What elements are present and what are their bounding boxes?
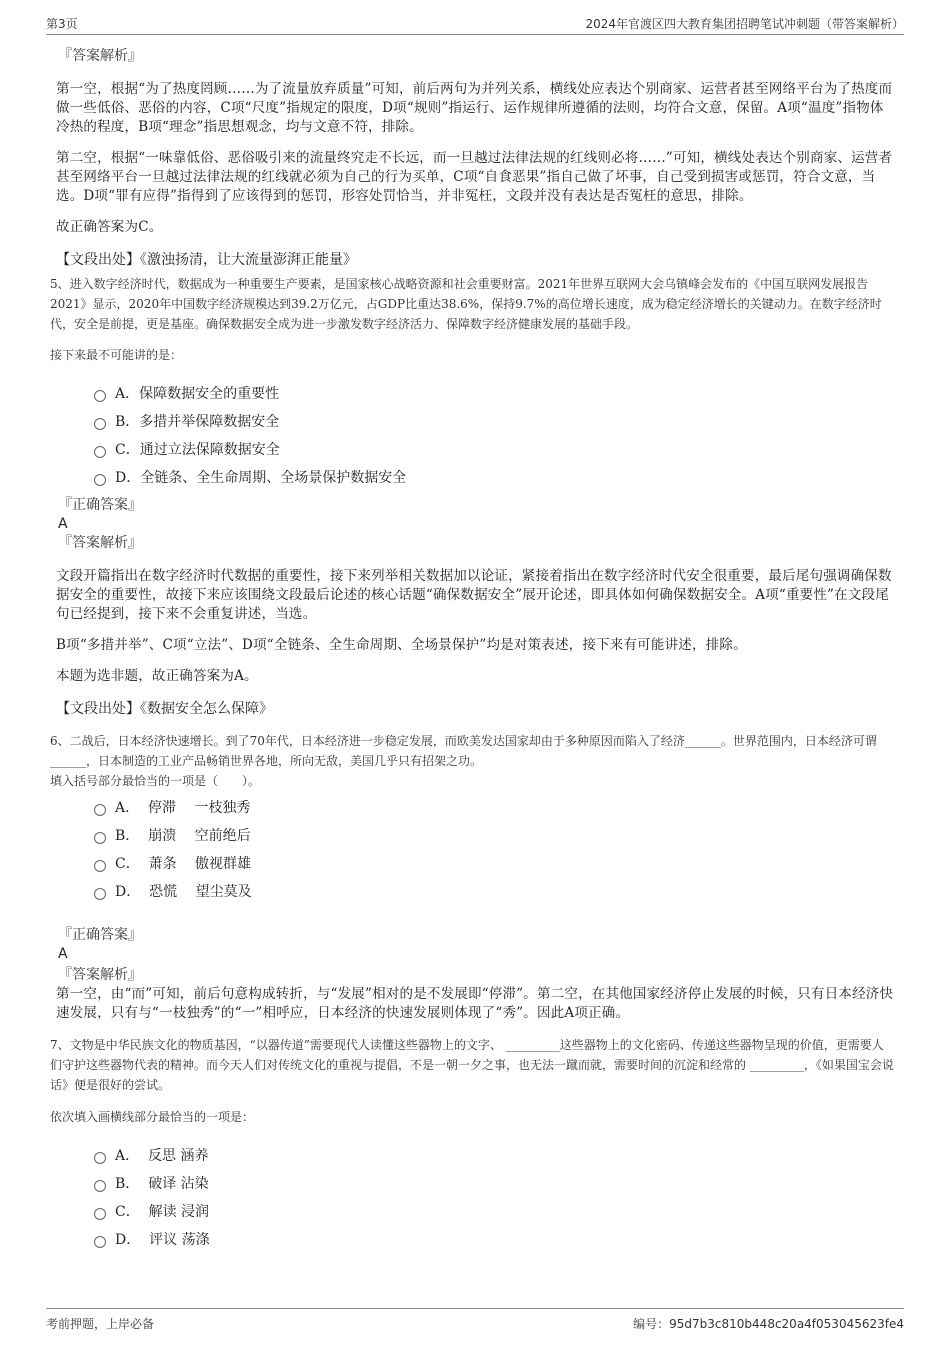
option-c[interactable] xyxy=(94,1197,894,1225)
question-prompt: 填入括号部分最恰当的一项是（ ）。 xyxy=(50,774,261,788)
question-stem: 6、二战后，日本经济快速增长。到了70年代，日本经济进一步稳定发展，而欧美发达国家却由于多种原因而陷入了经济______。世界范围内，日本经济可谓______，日本制造的工业产品畅销世界各地，所向无敌，美国几乎只有招架之功。 xyxy=(50,734,877,768)
option-list xyxy=(94,1141,894,1253)
analysis-paragraph: 文段开篇指出在数字经济时代数据的重要性，接下来列举相关数据加以论证，紧接着指出在数字经济时代安全很重要，最后尾句强调确保数据安全的重要性，故接下来应该围绕文段最后论述的核心话题“确保数据安全”展开论述，即具体如何确保数据安全。A项“重要性”在文段尾句已经提到，接下来不会重复讲述，当选。 xyxy=(56,568,892,622)
option-label: B．多措并举保障数据安全 xyxy=(115,414,280,430)
analysis-paragraph: 第二空，根据“一味靠低俗、恶俗吸引来的流量终究走不长远，而一旦越过法律法规的红线则必将……”可知，横线处表达个别商家、运营者甚至网络平台一旦越过法律法规的红线就必须为自己的行为买单，C项“自食恶果”指自己做了坏事，自己受到损害或惩罚，符合文意，当选。D项“罪有应得”指得到了应该得到的惩罚，形容处罚恰当，并非冤枉，文段并没有表达是否冤枉的意思，排除。 xyxy=(56,150,893,204)
option-list xyxy=(94,793,894,905)
correct-answer: A xyxy=(58,946,68,962)
question-stem: 7、文物是中华民族文化的物质基因，“以器传道”需要现代人读懂这些器物上的文字、 _________这些器物上的文化密码、传递这些器物呈现的价值，更需要人们守护这些器物代表的精神。而今天人们对传统文化的重视与提倡，不是一朝一夕之事，也无法一蹴而就，需要时间的沉淀和经常的 _________，《如果国宝会说话》便是很好的尝试。 xyxy=(50,1038,894,1092)
page-header xyxy=(46,12,904,35)
option-a[interactable] xyxy=(94,793,894,821)
correct-answer-label: 『正确答案』 xyxy=(58,927,142,943)
analysis-conclusion: 故正确答案为C。 xyxy=(56,219,163,235)
option-label: D． 评议 荡涤 xyxy=(115,1232,210,1248)
radio-button[interactable] xyxy=(94,1208,106,1220)
page-number: 第3页 xyxy=(46,17,78,31)
option-label: C． 解读 浸润 xyxy=(115,1204,210,1220)
analysis-paragraph: 第一空，由“而”可知，前后句意构成转折，与“发展”相对的是不发展即“停滞”。第二空，在其他国家经济停止发展的时候，只有日本经济快速发展，只有与“一枝独秀”的“一”相呼应，日本经济的快速发展则体现了“秀”。因此A项正确。 xyxy=(56,986,894,1021)
option-c[interactable] xyxy=(94,435,894,463)
correct-answer: A xyxy=(58,516,68,532)
option-b[interactable] xyxy=(94,407,894,435)
radio-button[interactable] xyxy=(94,804,106,816)
option-c[interactable] xyxy=(94,849,894,877)
source-citation: 【文段出处】《数据安全怎么保障》 xyxy=(56,701,273,717)
correct-answer-label: 『正确答案』 xyxy=(58,497,142,513)
option-a[interactable] xyxy=(94,379,894,407)
footer-slogan: 考前押题，上岸必备 xyxy=(46,1317,155,1331)
option-label: A．保障数据安全的重要性 xyxy=(115,386,280,402)
option-label: C．通过立法保障数据安全 xyxy=(115,442,280,458)
option-d[interactable] xyxy=(94,877,894,905)
radio-button[interactable] xyxy=(94,390,106,402)
analysis-paragraph: 第一空，根据“为了热度罔顾……为了流量放弃质量”可知，前后两句为并列关系，横线处应表达个别商家、运营者甚至网络平台为了热度而做一些低俗、恶俗的内容，C项“尺度”指规定的限度，D项“规则”指运行、运作规律所遵循的法则，均符合文意，保留。A项“温度”指物体冷热的程度，B项“理念”指思想观念，均与文意不符，排除。 xyxy=(56,81,893,135)
page-footer xyxy=(46,1308,904,1333)
option-label: D． 恐慌 望尘莫及 xyxy=(115,884,252,900)
radio-button[interactable] xyxy=(94,860,106,872)
option-a[interactable] xyxy=(94,1141,894,1169)
question-stem: 5、进入数字经济时代，数据成为一种重要生产要素，是国家核心战略资源和社会重要财富。2021年世界互联网大会乌镇峰会发布的《中国互联网发展报告2021》显示，2020年中国数字经济规模达到39.2万亿元，占GDP比重达38.6%，保持9.7%的高位增长速度，成为稳定经济增长的关键动力。在数字经济时代，安全是前提，更是基座。确保数据安全成为进一步激发数字经济活力、保障数字经济健康发展的基础手段。 xyxy=(50,277,882,331)
radio-button[interactable] xyxy=(94,832,106,844)
document-title: 2024年官渡区四大教育集团招聘笔试冲刺题（带答案解析） xyxy=(585,17,904,31)
option-label: A． 反思 涵养 xyxy=(115,1148,209,1164)
analysis-label: 『答案解析』 xyxy=(58,967,142,983)
radio-button[interactable] xyxy=(94,1152,106,1164)
option-label: B． 崩溃 空前绝后 xyxy=(115,828,251,844)
source-citation: 【文段出处】《激浊扬清，让大流量澎湃正能量》 xyxy=(56,252,357,268)
analysis-label: 『答案解析』 xyxy=(58,535,142,551)
option-label: D．全链条、全生命周期、全场景保护数据安全 xyxy=(115,470,407,486)
document-id: 编号：95d7b3c810b448c20a4f053045623fe4 xyxy=(633,1317,904,1331)
option-b[interactable] xyxy=(94,1169,894,1197)
option-label: A． 停滞 一枝独秀 xyxy=(115,800,251,816)
option-label: B． 破译 沾染 xyxy=(115,1176,209,1192)
radio-button[interactable] xyxy=(94,888,106,900)
analysis-label: 『答案解析』 xyxy=(58,48,142,64)
option-list xyxy=(94,379,894,491)
page-content xyxy=(50,46,894,1253)
option-b[interactable] xyxy=(94,821,894,849)
option-d[interactable] xyxy=(94,1225,894,1253)
question-prompt: 依次填入画横线部分最恰当的一项是： xyxy=(50,1110,255,1124)
radio-button[interactable] xyxy=(94,446,106,458)
option-d[interactable] xyxy=(94,463,894,491)
radio-button[interactable] xyxy=(94,418,106,430)
option-label: C． 萧条 傲视群雄 xyxy=(115,856,252,872)
analysis-conclusion: 本题为选非题，故正确答案为A。 xyxy=(56,668,258,684)
radio-button[interactable] xyxy=(94,1180,106,1192)
analysis-paragraph: B项“多措并举”、C项“立法”、D项“全链条、全生命周期、全场景保护”均是对策表述，接下来有可能讲述，排除。 xyxy=(56,637,747,653)
radio-button[interactable] xyxy=(94,1236,106,1248)
radio-button[interactable] xyxy=(94,474,106,486)
question-prompt: 接下来最不可能讲的是： xyxy=(50,348,183,362)
